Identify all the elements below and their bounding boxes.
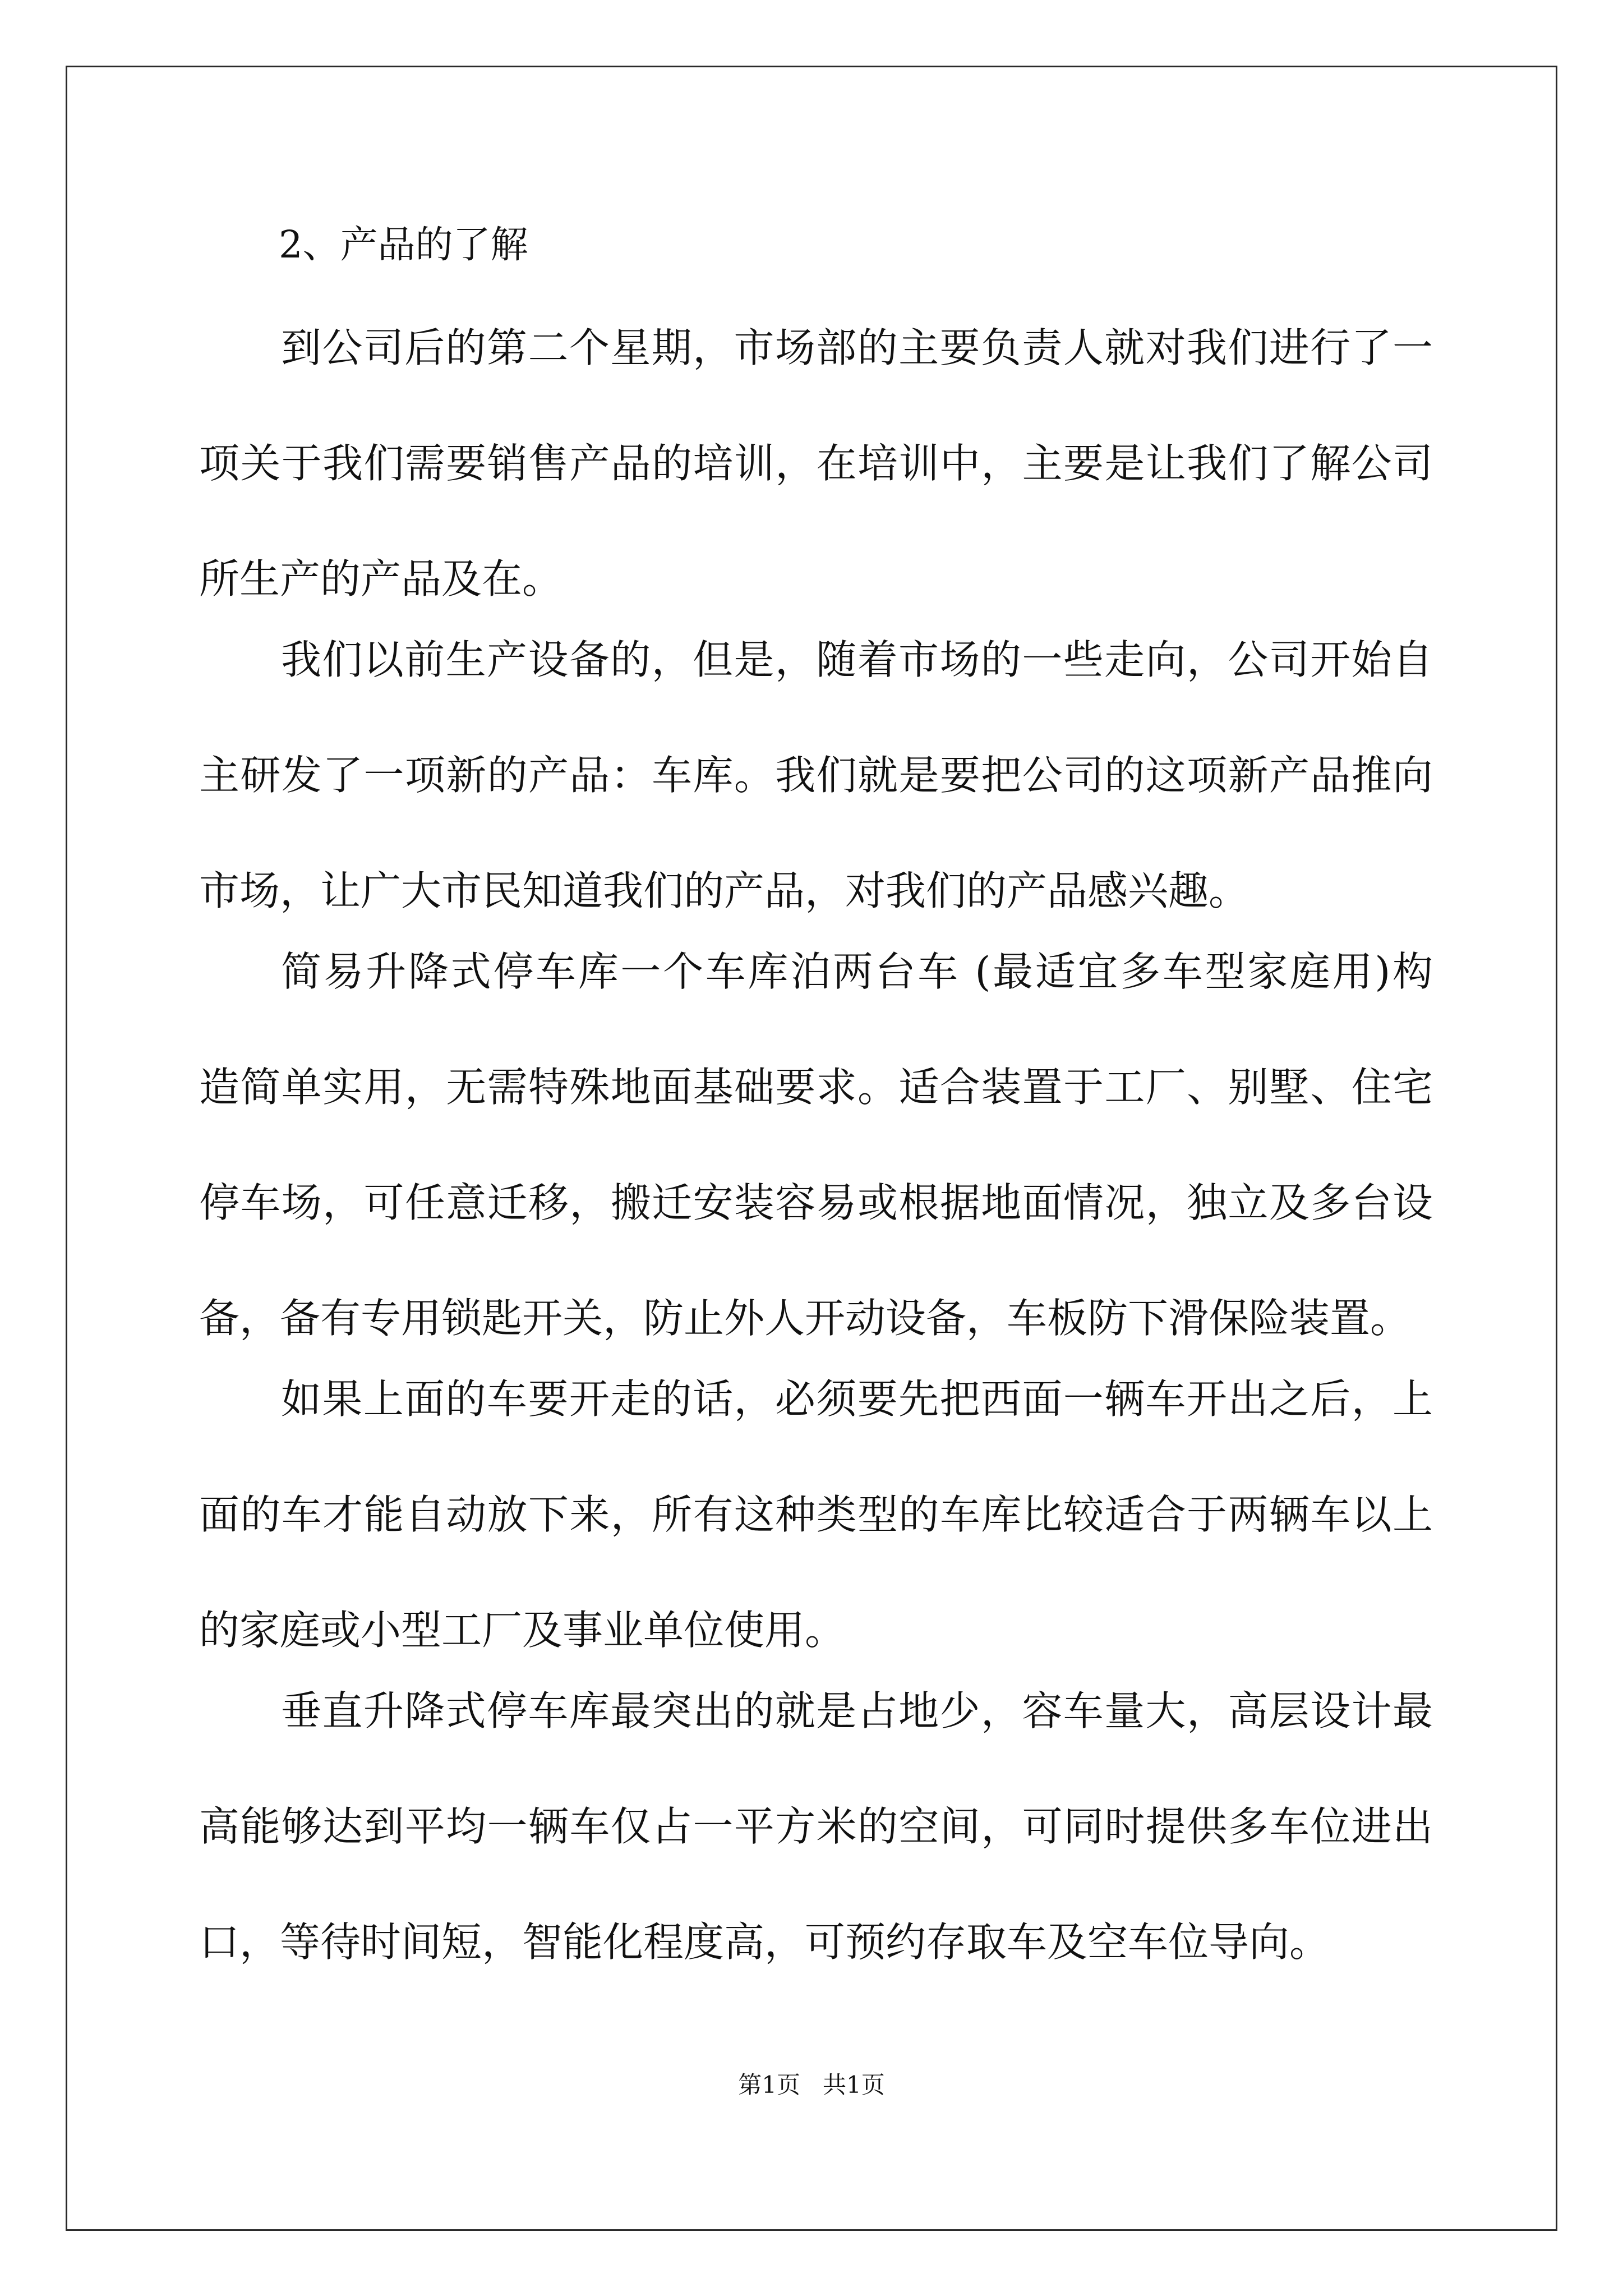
paragraph-line: 造简单实用，无需特殊地面基础要求。适合装置于工厂、别墅、住宅 (199, 1064, 1433, 1111)
paragraph-line: 停车场，可任意迁移，搬迁安装容易或根据地面情况，独立及多台设 (199, 1179, 1433, 1226)
paragraph-line: 的家庭或小型工厂及事业单位使用。 (199, 1607, 846, 1654)
paragraph-2 (199, 602, 1433, 949)
paragraph-line: 简易升降式停车库一个车库泊两台车 (最适宜多车型家庭用)构 (281, 948, 1433, 995)
paragraph-1 (199, 290, 1433, 637)
paragraph-line: 所生产的产品及在。 (199, 555, 563, 602)
paragraph-line: 主研发了一项新的产品：车库。我们就是要把公司的这项新产品推向 (199, 752, 1433, 799)
paragraph-line: 市场，让广大市民知道我们的产品，对我们的产品感兴趣。 (199, 867, 1249, 914)
paragraph-line: 垂直升降式停车库最突出的就是占地少，容车量大，高层设计最 (281, 1687, 1433, 1734)
paragraph-line: 高能够达到平均一辆车仅占一平方米的空间，可同时提供多车位进出 (199, 1803, 1433, 1850)
paragraph-line: 口，等待时间短，智能化程度高，可预约存取车及空车位导向。 (199, 1918, 1330, 1966)
paragraph-5 (199, 1653, 1433, 2000)
page-footer: 第1页 共1页 (738, 2071, 885, 2099)
paragraph-line: 到公司后的第二个星期，市场部的主要负责人就对我们进行了一 (281, 324, 1433, 371)
paragraph-line: 如果上面的车要开走的话，必须要先把西面一辆车开出之后，上 (281, 1375, 1433, 1423)
paragraph-line: 我们以前生产设备的，但是，随着市场的一些走向，公司开始自 (281, 636, 1433, 683)
paragraph-line: 项关于我们需要销售产品的培训，在培训中，主要是让我们了解公司 (199, 440, 1433, 487)
document-body (199, 222, 1433, 2000)
section-heading: 2、产品的了解 (279, 223, 528, 266)
paragraph-line: 备，备有专用锁匙开关，防止外人开动设备，车板防下滑保险装置。 (199, 1295, 1411, 1342)
paragraph-3 (199, 914, 1433, 1376)
paragraph-line: 面的车才能自动放下来，所有这种类型的车库比较适合于两辆车以上 (199, 1491, 1433, 1538)
paragraph-4 (199, 1341, 1433, 1688)
